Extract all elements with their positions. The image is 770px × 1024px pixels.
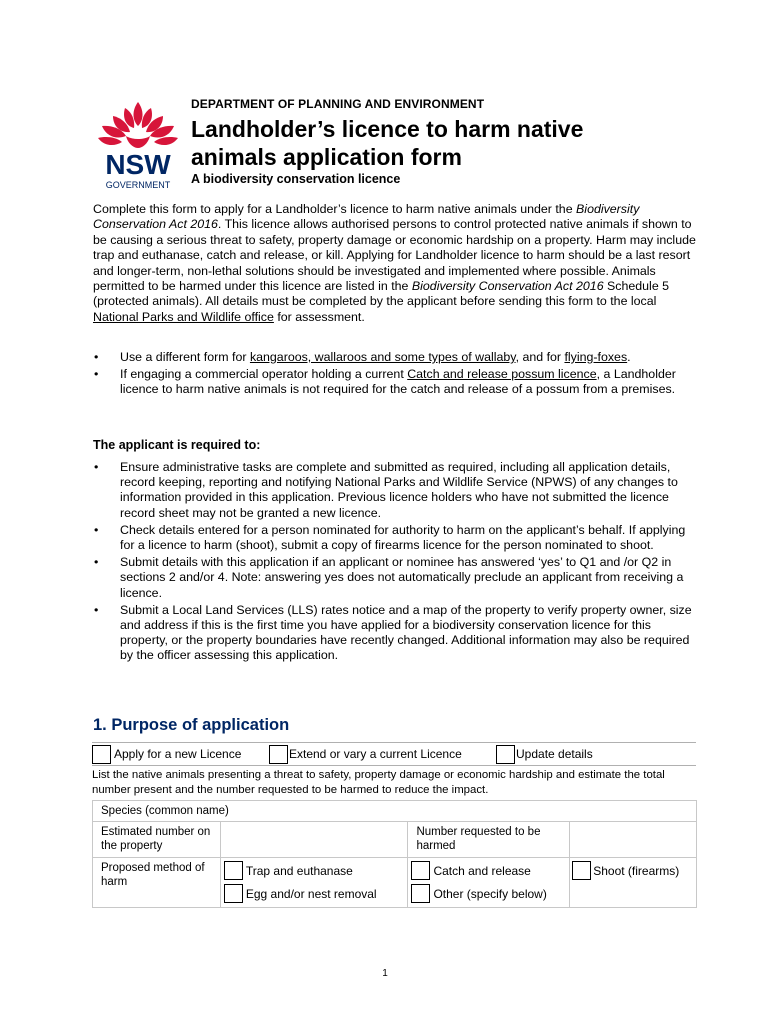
list-item — [93, 350, 699, 365]
shoot-firearms-label: Shoot (firearms) — [593, 864, 680, 878]
logo-government-text: GOVERNMENT — [105, 180, 171, 190]
list-item: • Check details entered for a person nominated for authority to harm on the applicant’s behalf. If applying for a licence to harm (shoot), submit a copy of firearms licence for the person nominated to shoot. — [93, 523, 699, 553]
egg-nest-removal-checkbox[interactable] — [224, 884, 243, 903]
other-method-checkbox[interactable] — [411, 884, 430, 903]
intro-text-1: Complete this form to apply for a Landholder’s licence to harm native animals under the — [93, 202, 577, 216]
catch-release-label: Catch and release — [433, 864, 531, 878]
list-item — [93, 367, 699, 397]
kangaroo-form-link[interactable]: kangaroos, wallaroos and some types of wallaby — [249, 350, 516, 364]
extend-licence-checkbox[interactable] — [269, 745, 288, 764]
bullet-text: , and for — [515, 350, 565, 364]
extend-licence-label: Extend or vary a current Licence — [289, 747, 462, 761]
page-title — [191, 115, 711, 171]
requirements-heading: The applicant is required to: — [93, 438, 261, 452]
bullet-text: . — [627, 350, 631, 364]
requested-number-input[interactable] — [570, 822, 697, 858]
shoot-firearms-checkbox[interactable] — [572, 861, 591, 880]
list-item: • Submit a Local Land Services (LLS) rates notice and a map of the property to verify property owner, size and address if this is the first time you have applied for a biodiversity conservation licence for this property, or the property boundaries have recently changed. Additional information may also be required by the officer assessing this application. — [93, 603, 699, 664]
list-item: • Ensure administrative tasks are complete and submitted as required, including all application details, record keeping, reporting and notifying National Parks and Wildlife Service (NPWS) of any changes to information provided in this application. Previous licence holders who have not submitted the licence record sheet may not be granted a new licence. — [93, 460, 699, 521]
act-name-1: Biodiversity Conservation Act 2016 — [93, 202, 640, 232]
apply-new-licence-checkbox[interactable] — [92, 745, 111, 764]
intro-text-2: . This licence allows authorised persons to control protected native animals if shown to be causing a serious threat to safety, property damage or economic hardship on a property. Harm may include trap and euthanase, catch and release, or kill. Applying for Landholder licence to harm should be a last resort and longer-term, non-lethal solutions should be investigated and implemented where possible. Animals permitted to be harmed under this licence are listed in the — [93, 217, 696, 294]
requested-number-label: Number requested to be harmed — [408, 822, 570, 858]
update-details-label: Update details — [516, 747, 593, 761]
species-field[interactable] — [93, 801, 697, 822]
methods-wrap-2 — [408, 858, 569, 907]
department-name: DEPARTMENT OF PLANNING AND ENVIRONMENT — [191, 97, 485, 111]
form-notes-list — [93, 350, 699, 400]
possum-licence-link[interactable]: Catch and release possum licence — [407, 367, 597, 382]
nsw-waratah-logo-icon — [92, 96, 184, 192]
estimated-number-label: Estimated number on the property — [93, 822, 221, 858]
intro-text-4: for assessment. — [273, 309, 365, 324]
other-method-label: Other (specify below) — [433, 887, 547, 901]
npws-office-link[interactable]: National Parks and Wildlife office — [93, 309, 274, 324]
bullet-text: , a Landholder licence to harm native animals is not required for the catch and release of a possum from a premises. — [120, 367, 676, 397]
purpose-options-row — [92, 742, 696, 766]
methods-cell-2 — [408, 858, 570, 908]
trap-euthanase-label: Trap and euthanase — [245, 864, 353, 878]
intro-text-3: Schedule 5 (protected animals). All details must be completed by the applicant before sending this form to the local — [93, 279, 670, 309]
methods-wrap-3 — [570, 858, 696, 907]
list-item: • Submit details with this application if an applicant or nominee has answered ‘yes’ to Q1 and /or Q2 in sections 2 and/or 4. Note: answering yes does not automatically preclude an applicant from receiving a licence. — [93, 555, 699, 601]
species-table — [92, 800, 697, 908]
flying-foxes-link[interactable]: flying-foxes — [564, 350, 628, 364]
title-line-2: animals application form — [191, 144, 462, 170]
catch-release-checkbox[interactable] — [411, 861, 430, 880]
intro-paragraph — [93, 202, 697, 325]
page-number: 1 — [382, 968, 388, 979]
apply-new-licence-label: Apply for a new Licence — [114, 747, 242, 761]
act-name-2: Biodiversity Conservation Act 2016 — [411, 279, 604, 294]
methods-wrap-1 — [221, 858, 408, 907]
section-1-heading: 1. Purpose of application — [93, 716, 290, 734]
trap-euthanase-checkbox[interactable] — [224, 861, 243, 880]
species-label: Species (common name) — [101, 805, 229, 817]
methods-cell-3 — [570, 858, 697, 908]
species-instructions: List the native animals presenting a threat to safety, property damage or economic hardship and estimate the total number present and the number requested to be harmed to reduce the impact. — [92, 769, 665, 796]
title-line-1: Landholder’s licence to harm native — [191, 116, 584, 142]
page-subtitle: A biodiversity conservation licence — [191, 172, 401, 186]
bullet-text: Use a different form for — [120, 350, 250, 364]
update-details-checkbox[interactable] — [496, 745, 515, 764]
requirements-list — [93, 460, 699, 666]
estimated-number-input[interactable] — [220, 822, 408, 858]
bullet-text: If engaging a commercial operator holding a current — [120, 367, 408, 382]
methods-cell-1 — [220, 858, 408, 908]
egg-nest-removal-label: Egg and/or nest removal — [245, 887, 377, 901]
logo-nsw-text: NSW — [105, 149, 171, 180]
method-of-harm-label: Proposed method of harm — [93, 858, 221, 908]
